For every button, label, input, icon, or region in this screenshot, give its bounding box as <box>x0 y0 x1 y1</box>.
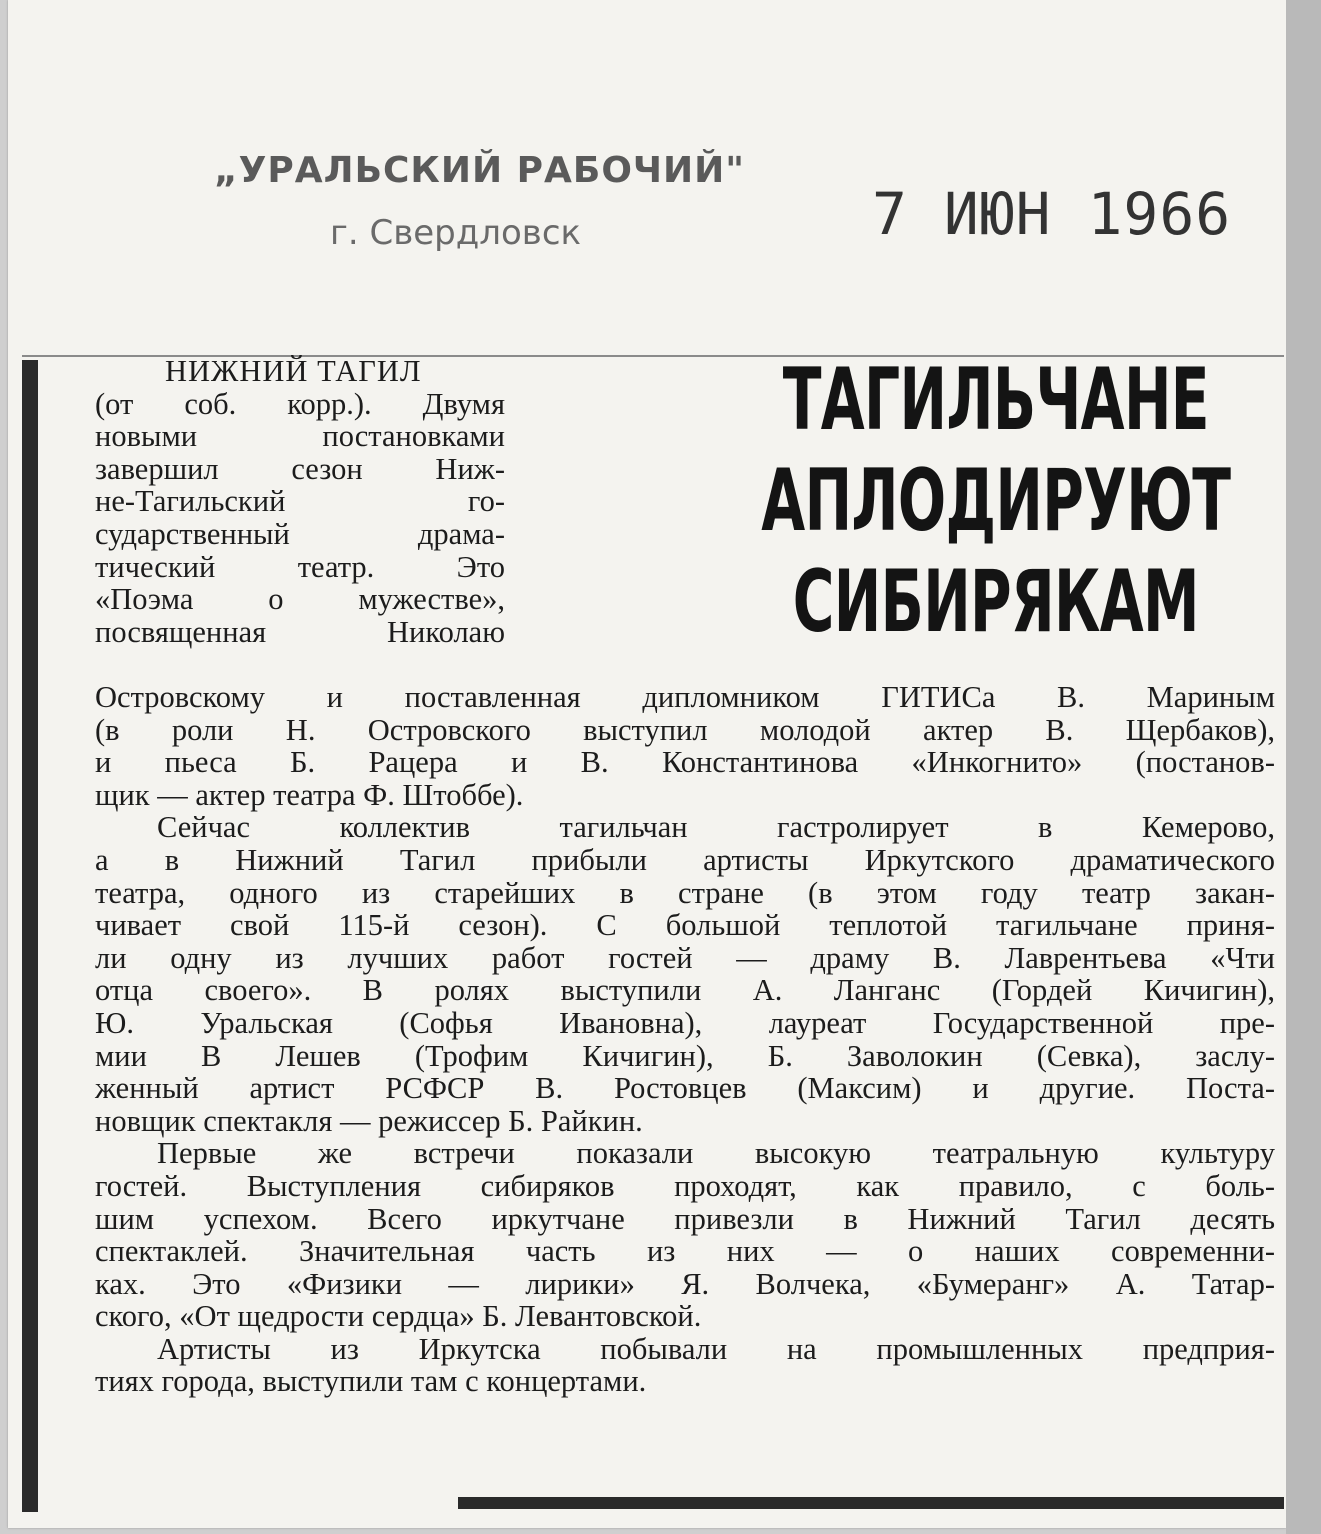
article-left-column <box>95 355 505 648</box>
text-line: ли одну из лучших работ гостей — драму В. Лаврентьева «Чти <box>95 940 1275 975</box>
scan-margin <box>1286 0 1321 1534</box>
article-headline <box>712 350 1280 653</box>
text-line: «Поэма о мужестве», <box>95 582 505 617</box>
text-line: спектаклей. Значительная часть из них — о наших современни- <box>95 1234 1275 1269</box>
text-line: новыми постановками <box>95 419 505 454</box>
paragraph-start: Первые же встречи показали высокую театральную культуру <box>157 1136 1275 1171</box>
text-line: мии В Лешев (Трофим Кичигин), Б. Заволокин (Севка), заслу- <box>95 1038 1275 1073</box>
text-line: а в Нижний Тагил прибыли артисты Иркутского драматического <box>95 842 1275 877</box>
bottom-rule <box>458 1497 1284 1509</box>
text-line: чивает свой 115-й сезон). С большой теплотой тагильчане приня- <box>95 908 1275 943</box>
text-line: Ю. Уральская (Софья Ивановна), лауреат Государственной пре- <box>95 1005 1275 1040</box>
text-line: отца своего». В ролях выступили А. Ланганс (Гордей Кичигин), <box>95 973 1275 1008</box>
text-line: тиях города, выступили там с концертами. <box>95 1364 647 1399</box>
headline-line: АПЛОДИРУЮТ <box>761 451 1231 551</box>
text-line: завершил сезон Ниж- <box>95 451 505 486</box>
headline-line: ТАГИЛЬЧАНЕ <box>782 350 1209 450</box>
article-body <box>95 681 1275 1398</box>
text-line: новщик спектакля — режиссер Б. Райкин. <box>95 1103 643 1138</box>
text-line: театра, одного из старейших в стране (в этом году театр закан- <box>95 875 1275 910</box>
headline-line: СИБИРЯКАМ <box>792 552 1199 652</box>
city-stamp: г. Свердловск <box>330 213 582 253</box>
text-line: щик — актер театра Ф. Штоббе). <box>95 777 524 812</box>
text-line: тический театр. Это <box>95 549 505 584</box>
paragraph-start: Артисты из Иркутска побывали на промышленных предприя- <box>157 1331 1275 1366</box>
text-line: женный артист РСФСР В. Ростовцев (Максим) и другие. Поста- <box>95 1071 1275 1106</box>
text-line: ского, «От щедрости сердца» Б. Левантовской. <box>95 1299 702 1334</box>
text-line: сударственный драма- <box>95 516 505 551</box>
left-column-rule <box>22 360 38 1512</box>
text-line: (от соб. корр.). Двумя <box>95 386 505 421</box>
text-line: не-Тагильский го- <box>95 484 505 519</box>
newspaper-name-stamp: „УРАЛЬСКИЙ РАБОЧИЙ" <box>214 150 746 191</box>
date-stamp: 7 ИЮН 1966 <box>872 180 1232 248</box>
text-line: посвященная Николаю <box>95 614 505 649</box>
dateline: НИЖНИЙ ТАГИЛ <box>165 354 422 388</box>
paragraph-start: Сейчас коллектив тагильчан гастролирует в Кемерово, <box>157 810 1275 845</box>
text-line: Островскому и поставленная дипломником ГИТИСа В. Мариным <box>95 680 1275 714</box>
text-line: ках. Это «Физики — лирики» Я. Волчека, «Бумеранг» А. Татар- <box>95 1266 1275 1301</box>
text-line: (в роли Н. Островского выступил молодой актер В. Щербаков), <box>95 712 1275 747</box>
text-line: гостей. Выступления сибиряков проходят, как правило, с боль- <box>95 1168 1275 1203</box>
text-line: и пьеса Б. Рацера и В. Константинова «Инкогнито» (постанов- <box>95 745 1275 780</box>
text-line: шим успехом. Всего иркутчане привезли в Нижний Тагил десять <box>95 1201 1275 1236</box>
